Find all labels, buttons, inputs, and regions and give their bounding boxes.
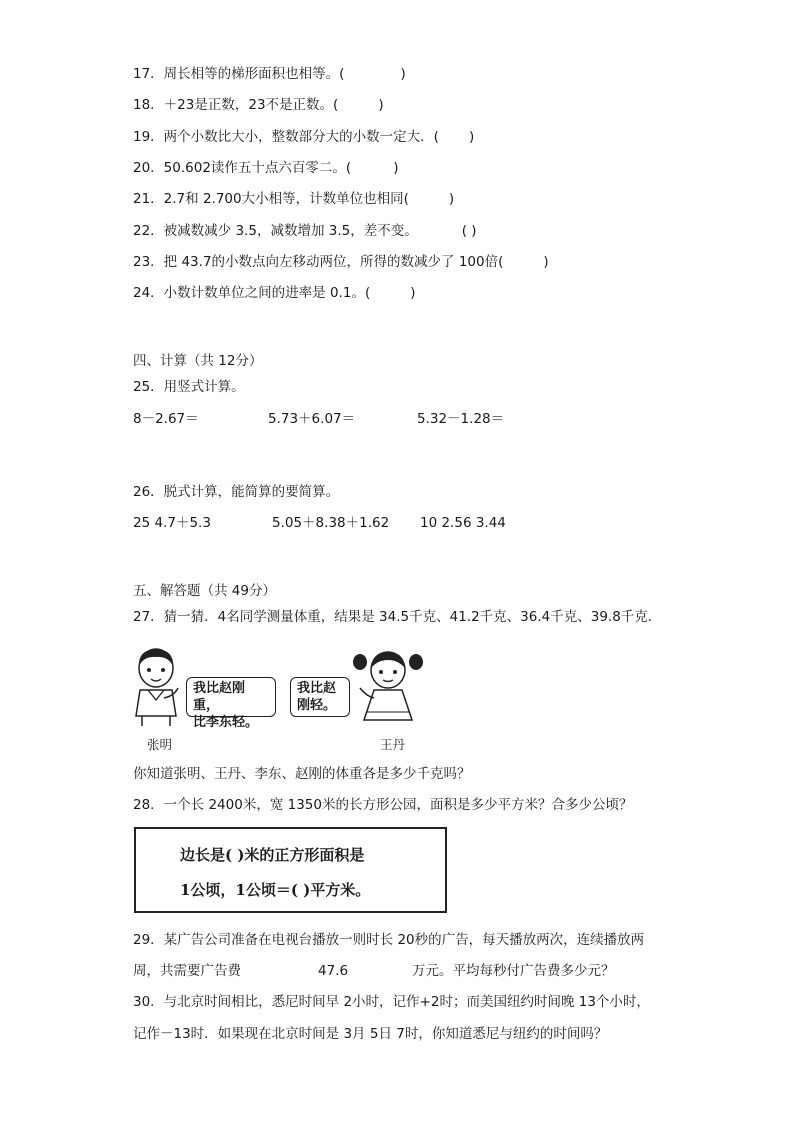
- hint-box: [134, 827, 447, 913]
- boy-speech-bubble: 我比赵刚重， 比李东轻。: [186, 677, 276, 717]
- question-27-ask: 你知道张明、王丹、李东、赵刚的体重各是多少千克吗？: [133, 766, 471, 782]
- q25-item-2: 5.73＋6.07＝: [268, 411, 356, 427]
- question-29-line-2a: 周，共需要广告费: [133, 963, 241, 979]
- hint-line-1: 边长是( )米的正方形面积是: [180, 846, 365, 864]
- q26-item-3: 10 2.56 3.44: [420, 515, 506, 531]
- q26-item-2: 5.05＋8.38＋1.62: [272, 515, 390, 531]
- question-27: 27．猜一猜．4名同学测量体重，结果是 34.5千克、41.2千克、36.4千克、39.8千克．: [133, 609, 662, 625]
- question-29-line-1: 29．某广告公司准备在电视台播放一则时长 20秒的广告，每天播放两次，连续播放两: [133, 932, 645, 948]
- girl-cartoon-icon: [352, 648, 424, 728]
- question-30-line-1: 30．与北京时间相比，悉尼时间早 2小时，记作+2时；而美国纽约时间晚 13个小时，: [133, 994, 650, 1010]
- question-28: 28．一个长 2400米，宽 1350米的长方形公园，面积是多少平方米？合多少公顷？: [133, 797, 633, 813]
- section-4-heading: 四、计算（共 12分）: [133, 353, 263, 369]
- question-17: 17．周长相等的梯形面积也相等。( ): [133, 66, 406, 82]
- girl-speech-bubble: 我比赵 刚轻。: [290, 677, 350, 717]
- q25-item-3: 5.32－1.28＝: [417, 411, 505, 427]
- question-30-line-2: 记作－13时．如果现在北京时间是 3月 5日 7时，你知道悉尼与纽约的时间吗？: [133, 1026, 608, 1042]
- question-22: 22．被减数减少 3.5，减数增加 3.5，差不变。 ( ): [133, 223, 477, 239]
- question-23: 23．把 43.7的小数点向左移动两位，所得的数减少了 100倍( ): [133, 254, 549, 270]
- q25-item-1: 8－2.67＝: [133, 411, 199, 427]
- q26-item-1: 25 4.7＋5.3: [133, 515, 211, 531]
- name-girl: 王丹: [380, 737, 406, 752]
- question-18: 18．＋23是正数，23不是正数。( ): [133, 97, 384, 113]
- boy-cartoon-icon: [128, 646, 184, 728]
- question-25: 25．用竖式计算。: [133, 379, 245, 395]
- question-20: 20．50.602读作五十点六百零二。( ): [133, 160, 399, 176]
- question-29-line-2c: 万元。平均每秒付广告费多少元？: [412, 963, 615, 979]
- section-5-heading: 五、解答题（共 49分）: [133, 583, 276, 599]
- question-24: 24．小数计数单位之间的进率是 0.1。( ): [133, 285, 416, 301]
- question-19: 19．两个小数比大小，整数部分大的小数一定大．( ): [133, 129, 475, 145]
- name-boy: 张明: [147, 737, 173, 752]
- question-26: 26．脱式计算，能简算的要简算。: [133, 484, 340, 500]
- question-21: 21．2.7和 2.700大小相等，计数单位也相同( ): [133, 191, 455, 207]
- question-29-line-2b: 47.6: [318, 963, 349, 979]
- hint-line-2: 1公顷，1公顷＝( )平方米。: [180, 881, 371, 899]
